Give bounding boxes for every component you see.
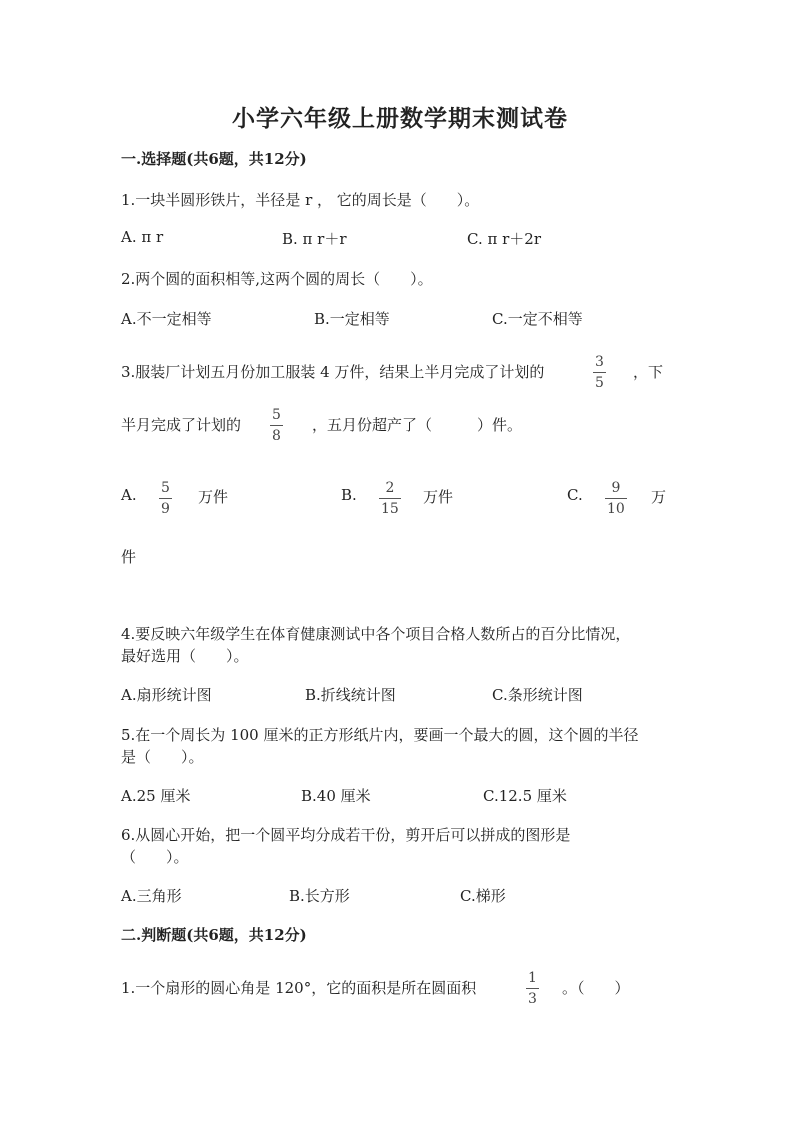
question-2-option-c: C.一定不相等: [492, 310, 583, 328]
fraction-numerator: 3: [595, 354, 604, 370]
question-3-option-b-label: B.: [341, 486, 357, 504]
question-2-stem: 2.两个圆的面积相等,这两个圆的周长（ ）。: [121, 270, 433, 288]
judgement-1-stem: 1.一个扇形的圆心角是 120°，它的面积是所在圆面积: [121, 979, 477, 997]
fraction-numerator: 5: [272, 407, 281, 423]
question-3-line2: 半月完成了计划的: [121, 416, 242, 434]
fraction-2-15: [379, 480, 401, 517]
fraction-1-3: [526, 970, 539, 1007]
question-3-option-c-unit: 万: [651, 488, 667, 506]
question-3-option-b-unit: 万件: [423, 488, 454, 506]
section-heading-choice: 一.选择题(共6题，共12分): [121, 150, 307, 168]
question-3-option-c-label: C.: [567, 486, 583, 504]
question-1-stem: 1.一块半圆形铁片，半径是 r ， 它的周长是（ ）。: [121, 191, 480, 209]
question-3-option-a-label: A.: [121, 486, 137, 504]
question-5-option-b: B.40 厘米: [301, 787, 371, 805]
question-3-line1-tail: ，下: [633, 363, 664, 381]
question-6-option-a: A.三角形: [121, 887, 182, 905]
question-4-option-c: C.条形统计图: [492, 686, 583, 704]
question-3-line2-tail: ，五月份超产了（ ）件。: [312, 416, 523, 434]
question-1-option-a: A. π r: [121, 228, 164, 246]
fraction-5-9: [159, 480, 172, 517]
question-6-option-c: C.梯形: [460, 887, 506, 905]
question-6-line2: （ ）。: [121, 848, 189, 866]
question-1-option-c: C. π r＋2r: [467, 230, 541, 248]
question-1-option-b: B. π r＋r: [282, 230, 347, 248]
section-heading-judgement: 二.判断题(共6题，共12分): [121, 926, 307, 944]
fraction-numerator: 5: [161, 480, 170, 496]
fraction-denominator: 5: [595, 375, 604, 391]
fraction-numerator: 9: [611, 480, 621, 496]
question-4-line2: 最好选用（ ）。: [121, 647, 249, 665]
fraction-5-8: [270, 407, 283, 444]
question-4-line1: 4.要反映六年级学生在体育健康测试中各个项目合格人数所占的百分比情况，: [121, 625, 631, 643]
page-title: 小学六年级上册数学期末测试卷: [232, 105, 568, 132]
question-3-line1: 3.服装厂计划五月份加工服装 4 万件，结果上半月完成了计划的: [121, 363, 545, 381]
fraction-denominator: 3: [528, 991, 537, 1007]
question-2-option-b: B.一定相等: [314, 310, 390, 328]
question-3-option-a-unit: 万件: [198, 488, 229, 506]
fraction-3-5: [593, 354, 606, 391]
fraction-numerator: 2: [385, 480, 395, 496]
question-4-option-b: B.折线统计图: [305, 686, 396, 704]
fraction-denominator: 9: [161, 501, 170, 517]
question-5-line1: 5.在一个周长为 100 厘米的正方形纸片内，要画一个最大的圆，这个圆的半径: [121, 726, 639, 744]
fraction-9-10: [605, 480, 627, 517]
question-6-option-b: B.长方形: [289, 887, 350, 905]
question-4-option-a: A.扇形统计图: [121, 686, 212, 704]
question-5-line2: 是（ ）。: [121, 748, 204, 766]
fraction-numerator: 1: [528, 970, 537, 986]
question-2-option-a: A.不一定相等: [121, 310, 212, 328]
fraction-denominator: 10: [607, 501, 625, 517]
question-5-option-c: C.12.5 厘米: [483, 787, 567, 805]
question-3-option-c-wrap: 件: [121, 548, 137, 566]
fraction-denominator: 15: [381, 501, 399, 517]
question-5-option-a: A.25 厘米: [121, 787, 191, 805]
question-6-line1: 6.从圆心开始，把一个圆平均分成若干份，剪开后可以拼成的图形是: [121, 826, 571, 844]
judgement-1-tail: 。（ ）: [562, 979, 630, 997]
fraction-denominator: 8: [272, 428, 281, 444]
